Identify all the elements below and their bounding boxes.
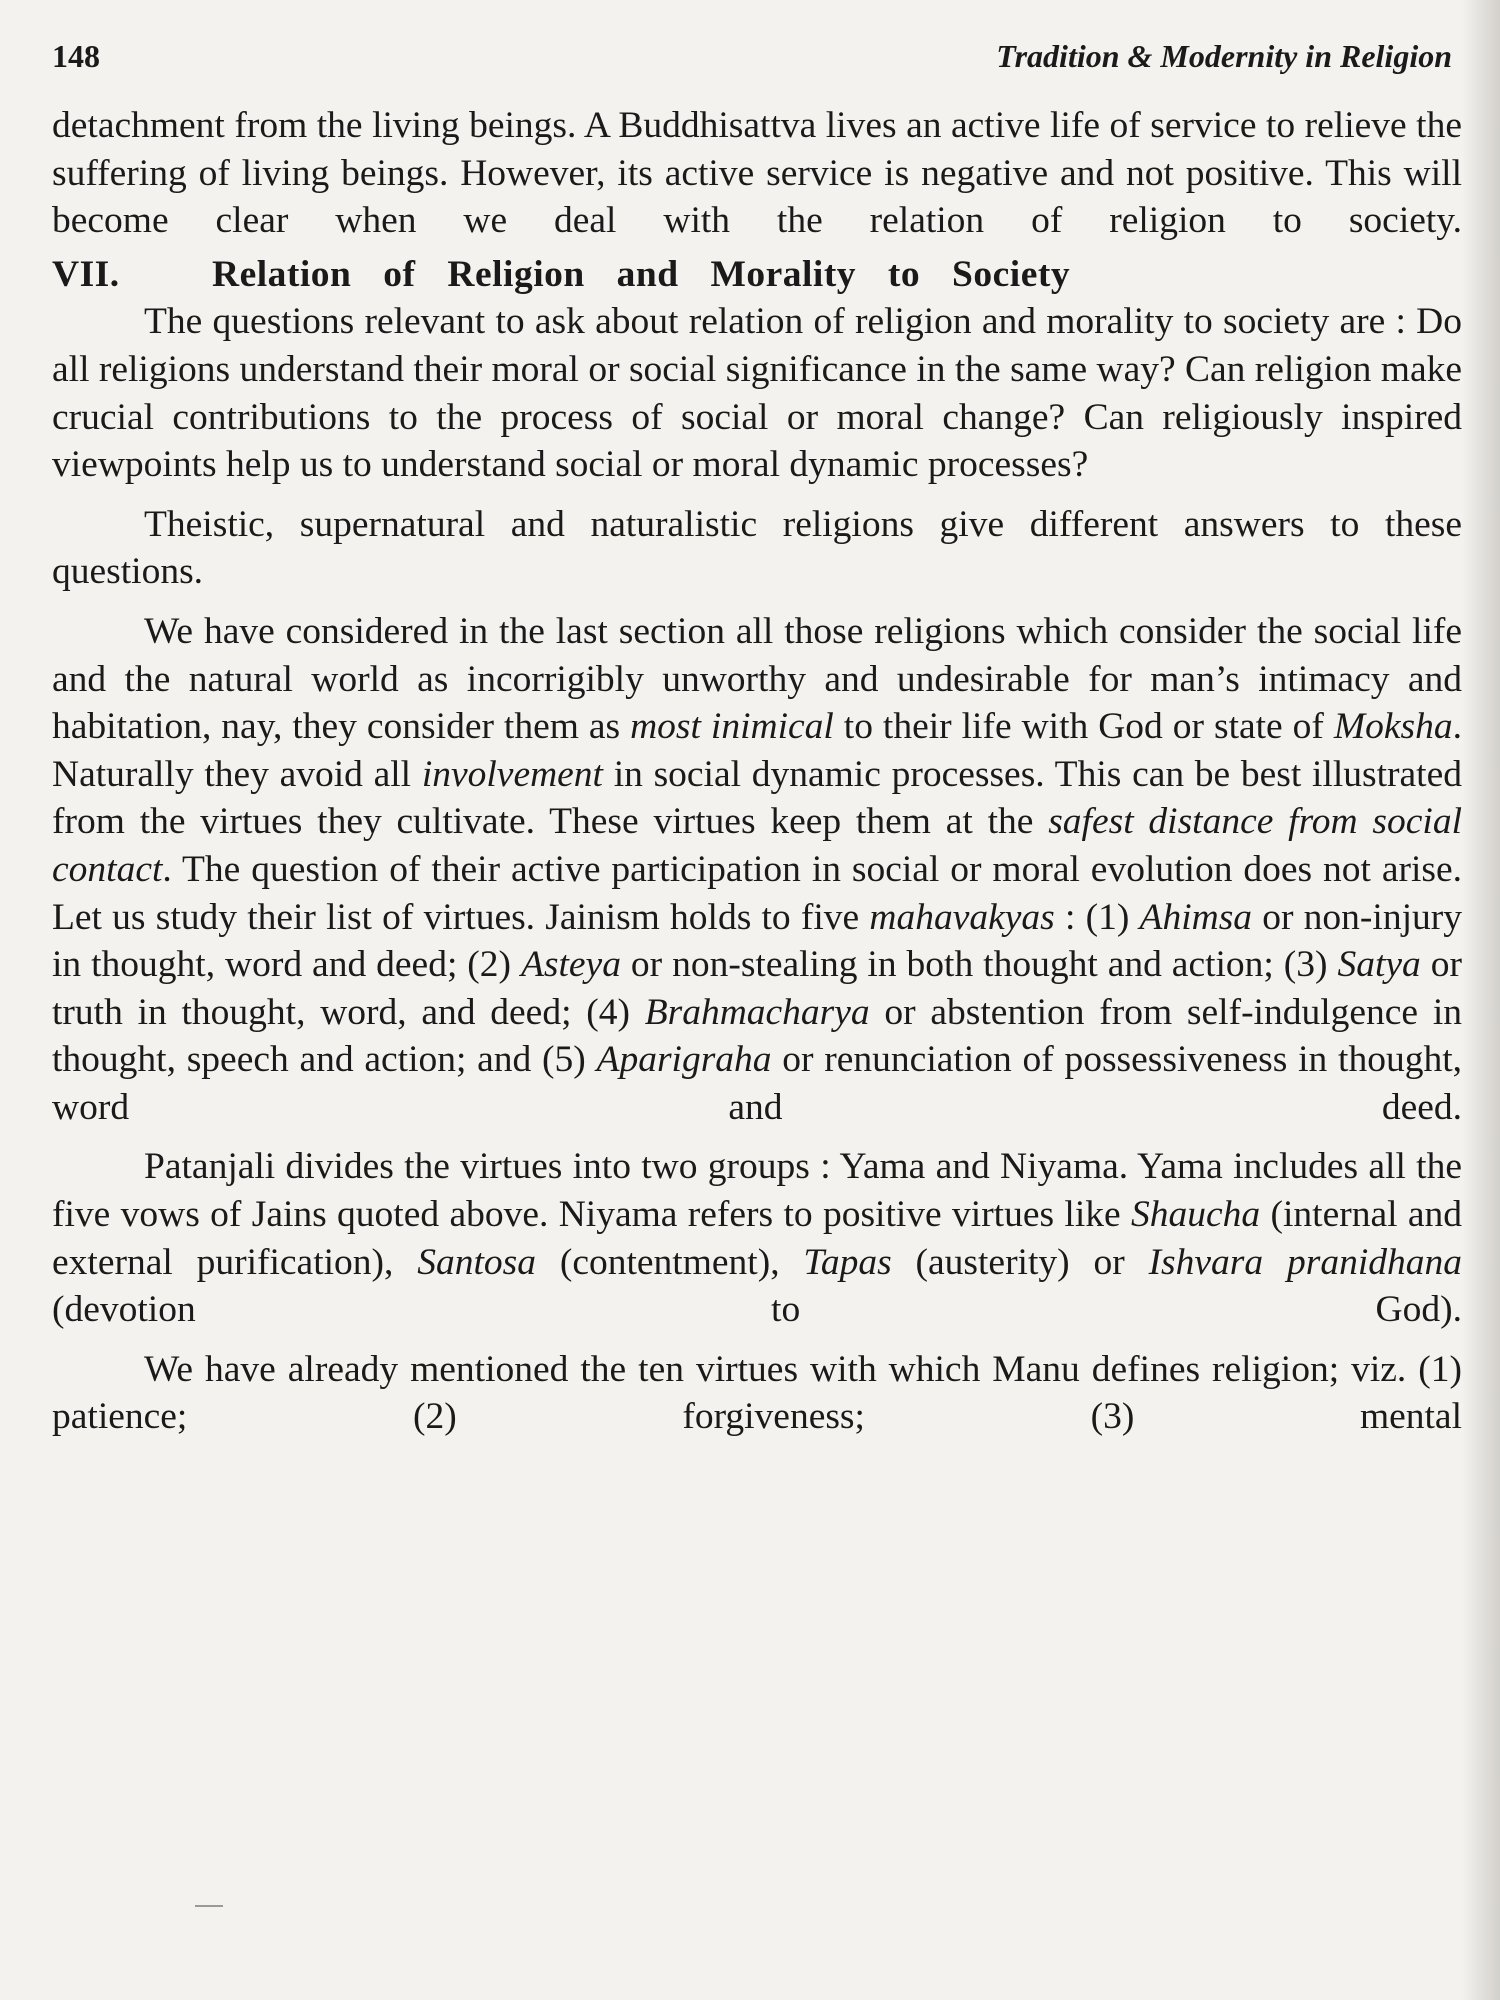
emphasis: Tapas [803,1241,892,1283]
paragraph-virtues-jainism: We have considered in the last section all those religions which consider the social life and the natural world as incorrigibly unworthy and undesirable for man’s intimacy and habitation, nay, they consider them as most inimical to their life with God or state of Moksha. Naturally they avoid all involvement in social dynamic processes. This can be best illustrated from the virtues they cultivate. These virtues keep them at the safest distance from social contact. The question of their active participation in social or moral evolution does not arise. Let us study their list of virtues. Jainism holds to five mahavakyas : (1) Ahimsa or non-injury in thought, word and deed; (2) Asteya or non-stealing in both thought and action; (3) Satya or truth in thought, word, and deed; (4) Brahmacharya or abstention from self-indulgence in thought, speech and action; and (5) Aparigraha or renunciation of possessiveness in thought, word and deed. [52,610,1463,1128]
section-number: VII. [52,253,120,295]
emphasis: Ishvara pranidhana [1148,1241,1462,1283]
paragraph-text: Theistic, supernatural and naturalistic religions give different answers to these questions. [52,503,1462,593]
emphasis: Asteya [520,944,621,986]
running-title: Tradition & Modernity in Religion [996,38,1452,74]
stray-mark [195,1905,223,1907]
emphasis: Satya [1337,944,1421,986]
paragraph-text: We have already mentioned the ten virtues with which Manu defines religion; viz. (1) patience; (2) forgiveness; (3) mental [52,1348,1462,1438]
paragraph-patanjali: Patanjali divides the virtues into two groups : Yama and Niyama. Yama includes all the five vows of Jains quoted above. Niyama refers to positive virtues like Shaucha (internal and external purification), Santosa (contentment), Tapas (austerity) or Ishvara pranidhana (devotion to God). [52,1146,1462,1331]
page-number: 148 [52,38,100,74]
emphasis: Santosa [417,1241,537,1283]
emphasis: involvement [421,753,603,795]
section-title: Relation of Religion and Morality to Society [212,253,1071,295]
emphasis: Aparigraha [596,1039,772,1081]
paragraph-continuation [52,102,1462,245]
paragraph-manu [52,1346,1462,1441]
body-text [52,102,1462,1441]
emphasis: mahavakyas [869,896,1055,938]
page-header [52,38,1452,82]
section-heading [52,251,1462,299]
emphasis: most inimical [630,706,834,748]
paragraph-text: The questions relevant to ask about relation of religion and morality to society are : Do all religions understand their moral or social significance in the same way? Can religion make crucial contributions to the process of social or moral change? Can religiously inspired viewpoints help us to understand social or moral dynamic processes? [52,301,1462,486]
emphasis: Moksha [1333,706,1453,748]
emphasis: safest distance from social contact [52,801,1463,890]
emphasis: Brahmacharya [644,991,870,1033]
emphasis: Shaucha [1131,1194,1261,1236]
paragraph-questions [52,298,1462,488]
emphasis: Ahimsa [1139,896,1253,938]
page-edge-shadow [1462,0,1500,2000]
paragraph-answers [52,501,1462,596]
paragraph-text: detachment from the living beings. A Buddhisattva lives an active life of service to relieve the suffering of living beings. However, its active service is negative and not positive. This will become clear when we deal with the relation of religion to society. [52,105,1462,242]
